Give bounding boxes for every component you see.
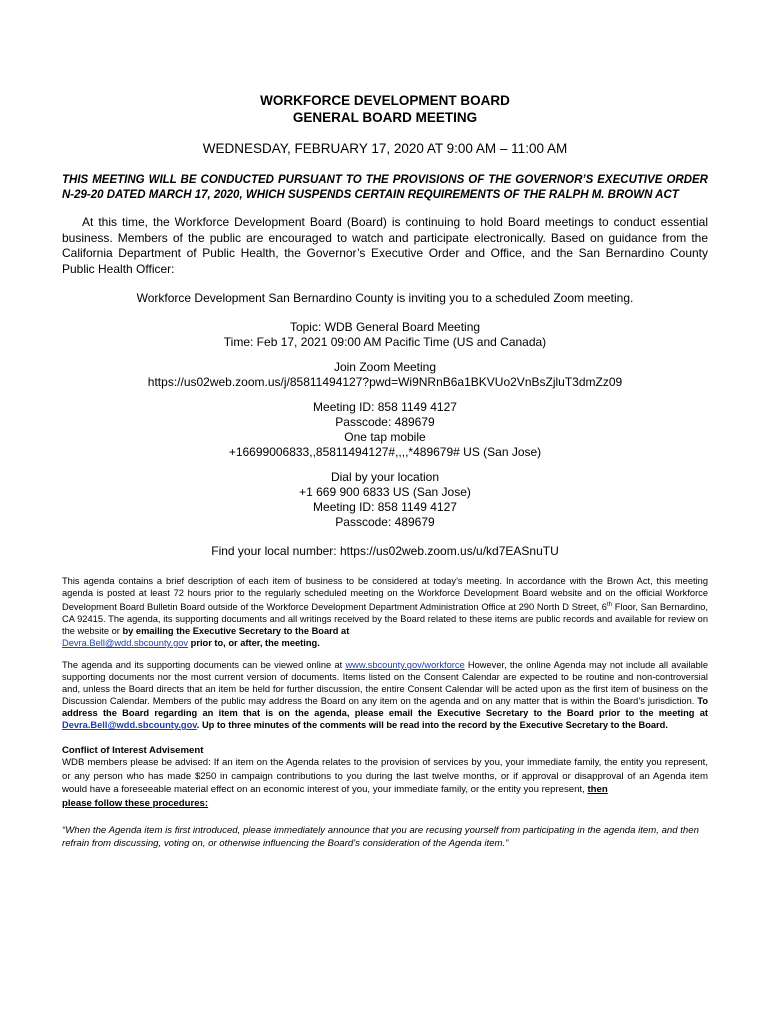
- conflict-title: Conflict of Interest Advisement: [62, 745, 204, 757]
- meeting-id-2: Meeting ID: 858 1149 4127: [313, 500, 457, 514]
- one-tap-label: One tap mobile: [344, 430, 426, 444]
- meeting-title: GENERAL BOARD MEETING: [292, 110, 478, 125]
- dial-number[interactable]: +1 669 900 6833 US (San Jose): [299, 485, 471, 499]
- email-link-2[interactable]: Devra.Bell@wdd.sbcounty.gov: [62, 720, 197, 731]
- intro-paragraph: At this time, the Workforce Development Board (Board) is continuing to hold Board meetings to conduct essential business. Members of the public are encouraged to watch and participate electronically. Based on guidance from the California Department of Public Health, the Governor’s Executive Order and Office, and the San Bernardino County Public Health Officer:: [62, 215, 708, 276]
- email-link[interactable]: Devra.Bell@wdd.sbcounty.gov: [62, 638, 189, 649]
- conflict-text: WDB members please be advised: If an item on the Agenda relates to the provision of services by you, your immediate family, the entity you represent, or any person who has made $250 in campaign contributions to you during the last twelve months, or if approval or disapproval of an Agenda item would have a foreseeable material effect on an economic interest of you, your immediate family, or the entity you represent, then please follow these procedures:: [62, 757, 708, 809]
- website-link[interactable]: www.sbcounty.gov/workforce: [345, 660, 465, 671]
- emergency-notice: THIS MEETING WILL BE CONDUCTED PURSUANT TO THE PROVISIONS OF THE GOVERNOR’S EXECUTIVE ORDER N-29-20 DATED MARCH 17, 2020, WHICH SUSPENDS CERTAIN REQUIREMENTS OF THE RALPH M. BROWN ACT: [62, 174, 708, 201]
- passcode: Passcode: 489679: [335, 415, 435, 429]
- dial-label: Dial by your location: [330, 470, 440, 484]
- zoom-info: [62, 291, 708, 559]
- procedures-label: please follow these procedures:: [62, 797, 209, 809]
- meeting-date: WEDNESDAY, FEBRUARY 17, 2020 AT 9:00 AM – 11:00 AM: [202, 141, 568, 156]
- agenda-page: [62, 92, 708, 850]
- one-tap-number[interactable]: +16699006833,,85811494127#,,,,*489679# US (San Jose): [228, 445, 542, 459]
- join-label: Join Zoom Meeting: [333, 360, 437, 374]
- zoom-invite: Workforce Development San Bernardino County is inviting you to a scheduled Zoom meeting.: [136, 291, 634, 305]
- zoom-topic: Topic: WDB General Board Meeting: [289, 320, 481, 334]
- board-title: WORKFORCE DEVELOPMENT BOARD: [260, 93, 510, 108]
- join-url[interactable]: https://us02web.zoom.us/j/85811494127?pwd=Wi9NRnB6a1BKVUo2VnBsZjluT3dmZz09: [147, 375, 623, 389]
- agenda-notice-1: This agenda contains a brief description of each item of business to be considered at today’s meeting. In accordance with the Brown Act, this meeting agenda is posted at least 72 hours prior to the regularly scheduled meeting on the Workforce Development Board website and on the official Workforce Development Board Bulletin Board outside of the Workforce Development Department Administration Office at 290 North D Street, 6th Floor, San Bernardino, CA 92415. The agenda, its supporting documents and all writings received by the Board related to these items are public records and available for review on the website or by emailing the Executive Secretary to the Board at Devra.Bell@wdd.sbcounty.gov prior to, or after, the meeting.: [62, 576, 708, 649]
- passcode-2: Passcode: 489679: [335, 515, 435, 529]
- zoom-time: Time: Feb 17, 2021 09:00 AM Pacific Time (US and Canada): [223, 335, 547, 349]
- agenda-notice-2: The agenda and its supporting documents can be viewed online at www.sbcounty.gov/workforce However, the online Agenda may not include all available supporting documents nor the most current version of documents. Items listed on the Consent Calendar are expected to be routine and non-controversial and, unless the Board directs that an item be held for further discussion, the entire Consent Calendar will be acted upon as the first item of business on the Discussion Calendar. Members of the public may address the Board on any item on the agenda and on any matter that is within the Board’s jurisdiction. To address the Board regarding an item that is on the agenda, please email the Executive Secretary to the Board prior to the meeting at Devra.Bell@wdd.sbcounty.gov. Up to three minutes of the comments will be read into the record by the Executive Secretary to the Board.: [62, 660, 708, 731]
- meeting-id: Meeting ID: 858 1149 4127: [313, 400, 457, 414]
- recusal-quote: “When the Agenda item is first introduced, please immediately announce that you are recusing yourself from participating in the agenda item, and then refrain from discussing, voting on, or otherwise influencing the Board’s consideration of the Agenda item.”: [62, 825, 699, 850]
- local-number[interactable]: Find your local number: https://us02web.zoom.us/u/kd7EASnuTU: [211, 544, 559, 558]
